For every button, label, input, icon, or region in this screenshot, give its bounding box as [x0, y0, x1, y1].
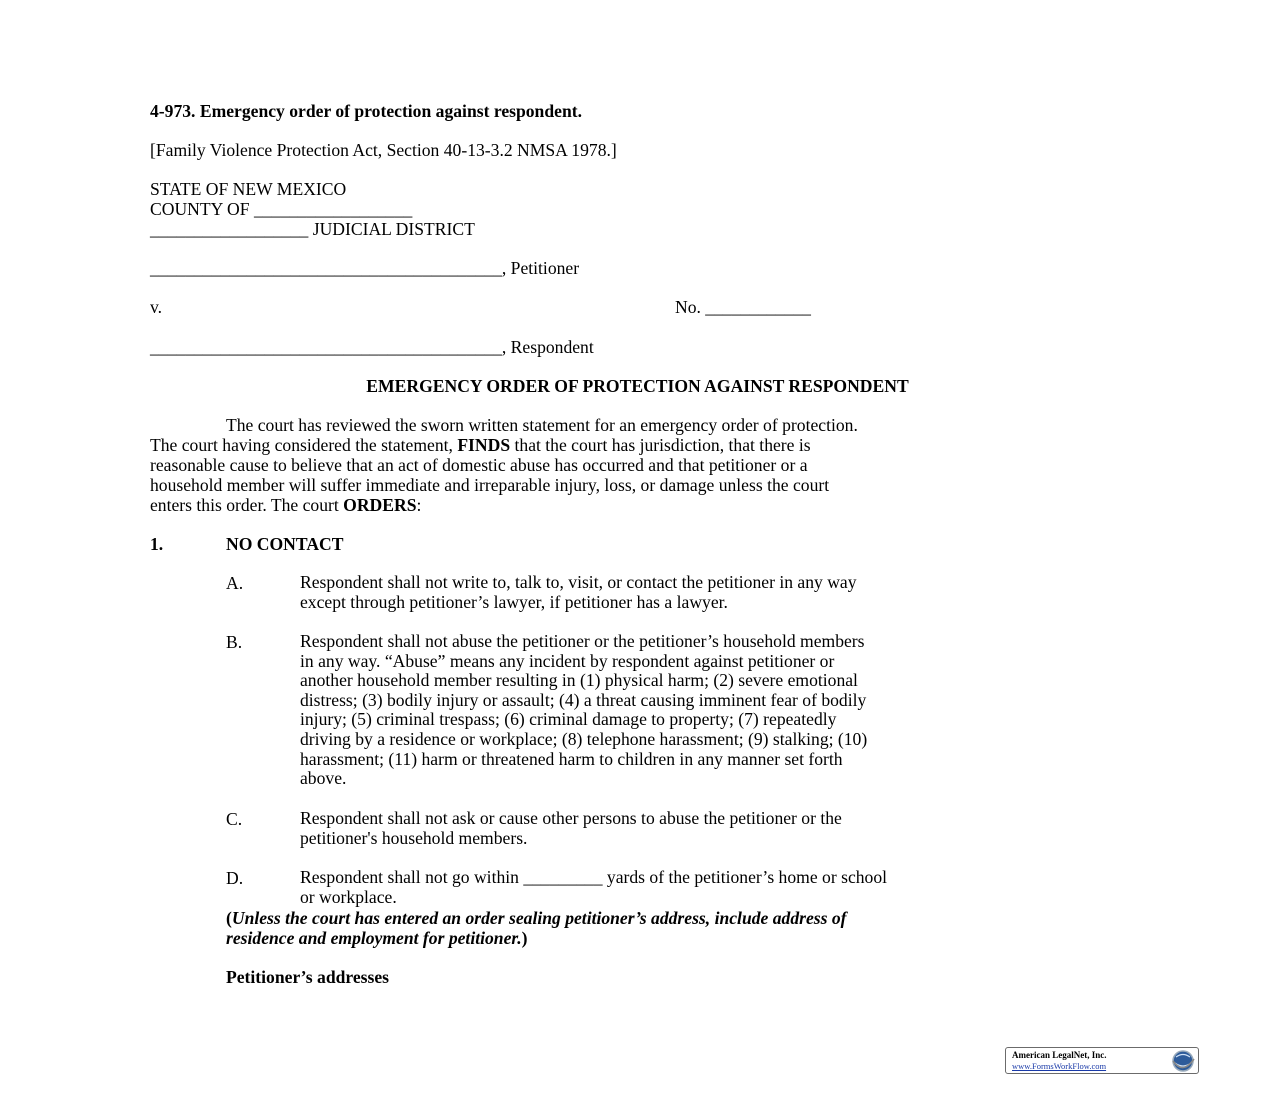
section-number: 1.	[150, 534, 164, 554]
section-title: NO CONTACT	[226, 534, 344, 554]
globe-icon	[1170, 1049, 1196, 1073]
statute-reference: [Family Violence Protection Act, Section 40-13-3.2 NMSA 1978.]	[150, 140, 617, 160]
caption-petitioner: ________________________________________, Petitioner	[150, 258, 580, 278]
item-letter: D.	[226, 868, 244, 888]
american-legalnet-logo	[1005, 1047, 1199, 1074]
intro-paragraph	[150, 415, 1130, 515]
caption-case-number: No. ____________	[675, 297, 811, 317]
item-b-text: Respondent shall not abuse the petitioner or the petitioner’s household members in any way. “Abuse” means any incident by respondent against petitioner or another household member resulting in (1) physical harm; (2) severe emotional distress; (3) bodily injury or assault; (4) a threat causing imminent fear of bodily injury; (5) criminal trespass; (6) criminal damage to property; (7) repeatedly driving by a residence or workplace; (8) telephone harassment; (9) stalking; (10) harassment; (11) harm or threatened harm to children in any manner set forth above.	[300, 631, 868, 789]
item-letter: A.	[226, 573, 244, 593]
rule-title: 4-973. Emergency order of protection against respondent.	[150, 101, 582, 121]
intro-line: reasonable cause to believe that an act of domestic abuse has occurred and that petitioner or a	[150, 455, 808, 475]
caption-respondent: ________________________________________, Respondent	[150, 337, 594, 357]
item-a-text: Respondent shall not write to, talk to, visit, or contact the petitioner in any way except through petitioner’s lawyer, if petitioner has a lawyer.	[300, 572, 857, 612]
logo-website-link[interactable]: www.FormsWorkFlow.com	[1012, 1061, 1107, 1071]
item-c-text: Respondent shall not ask or cause other persons to abuse the petitioner or the petitioner's household members.	[300, 808, 842, 848]
order-title: EMERGENCY ORDER OF PROTECTION AGAINST RESPONDENT	[366, 376, 909, 396]
item-letter: C.	[226, 809, 243, 829]
logo-company-name: American LegalNet, Inc.	[1012, 1050, 1107, 1060]
caption-county: COUNTY OF __________________	[150, 199, 413, 219]
intro-line: enters this order. The court ORDERS:	[150, 495, 422, 515]
item-letter: B.	[226, 632, 243, 652]
petitioner-addresses-label: Petitioner’s addresses	[226, 967, 390, 987]
caption-state: STATE OF NEW MEXICO	[150, 179, 347, 199]
caption-district: __________________ JUDICIAL DISTRICT	[150, 219, 475, 239]
item-d-text: Respondent shall not go within _________ yards of the petitioner’s home or school or workplace.	[300, 867, 888, 907]
address-instruction-note: (Unless the court has entered an order sealing petitioner’s address, include address of residence and employment for petitioner.)	[226, 908, 847, 948]
intro-line: household member will suffer immediate and irreparable injury, loss, or damage unless the court	[150, 475, 830, 495]
intro-line: The court having considered the statement, FINDS that the court has jurisdiction, that there is	[150, 435, 811, 455]
intro-line: The court has reviewed the sworn written statement for an emergency order of protection.	[226, 415, 858, 435]
caption-versus: v.	[150, 297, 163, 317]
